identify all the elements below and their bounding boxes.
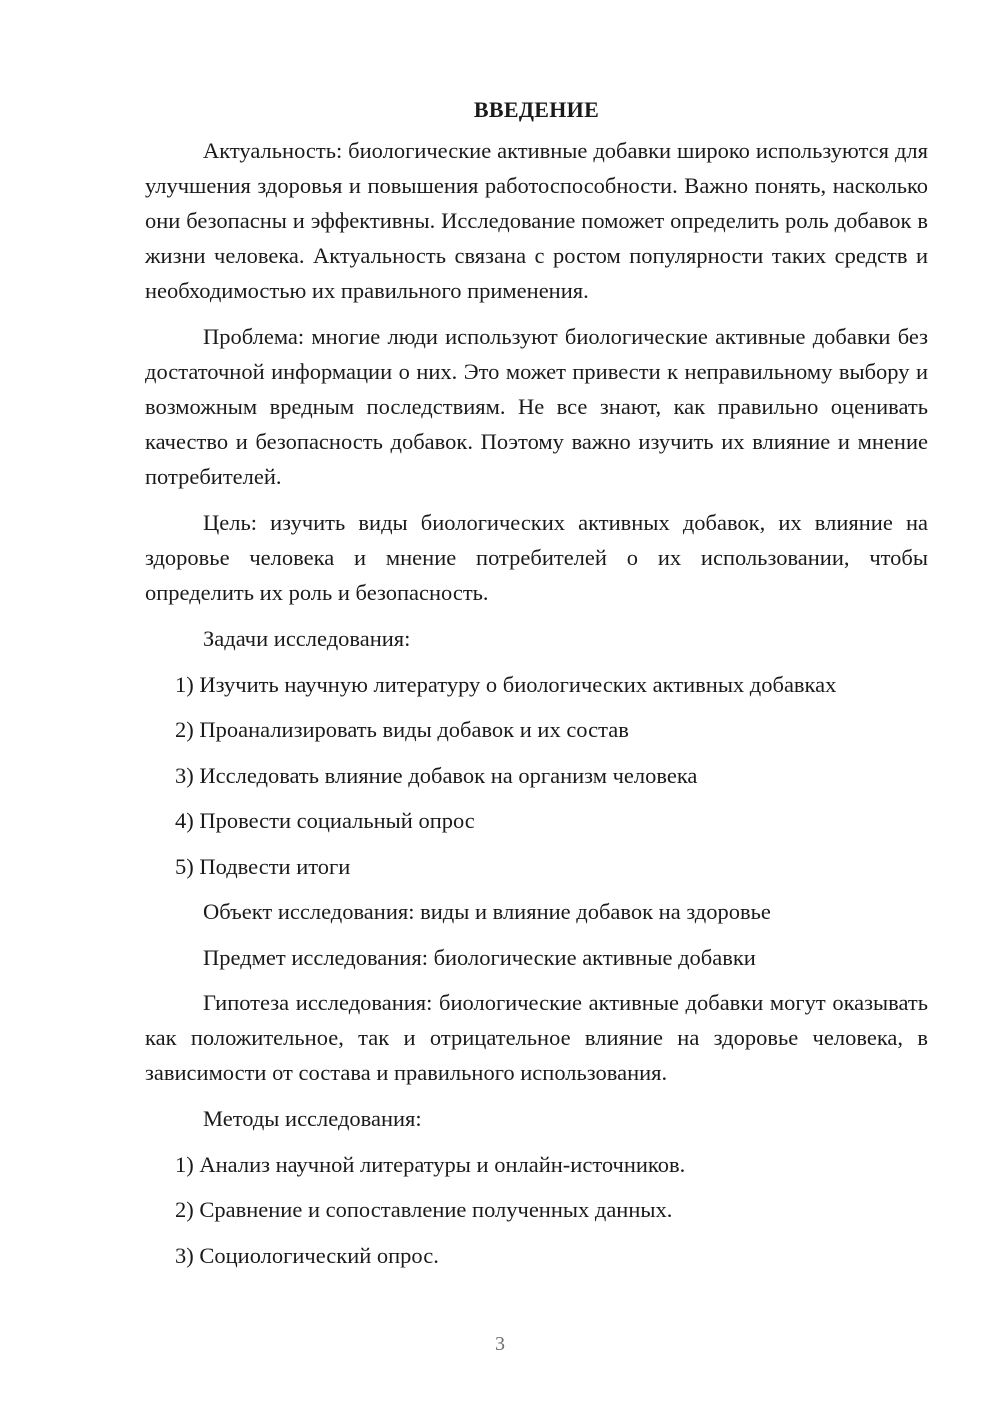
research-subject: Предмет исследования: биологические активные добавки	[203, 944, 756, 970]
task-item: 1) Изучить научную литературу о биологических активных добавках	[175, 671, 837, 697]
task-item: 2) Проанализировать виды добавок и их состав	[175, 717, 629, 742]
task-item: 3) Исследовать влияние добавок на организм человека	[175, 762, 698, 788]
method-item: 1) Анализ научной литературы и онлайн-источников.	[175, 1151, 686, 1177]
task-item: 4) Провести социальный опрос	[175, 808, 475, 833]
goal-paragraph: Цель: изучить виды биологических активных добавок, их влияние на здоровье человека и мнение потребителей о их использовании, чтобы определить их роль и безопасность.	[145, 510, 928, 605]
task-item: 5) Подвести итоги	[175, 853, 351, 879]
document-page	[145, 95, 928, 1283]
tasks-title: Задачи исследования:	[203, 626, 411, 651]
problem-paragraph: Проблема: многие люди используют биологические активные добавки без достаточной информации о них. Это может привести к неправильному выбору и возможным вредным последствиям. Не все знают, как правильно оценивать качество и безопасность добавок. Поэтому важно изучить их влияние и мнение потребителей.	[145, 324, 928, 489]
research-object: Объект исследования: виды и влияние добавок на здоровье	[203, 899, 771, 924]
relevance-paragraph: Актуальность: биологические активные добавки широко используются для улучшения здоровья и повышения работоспособности. Важно понять, насколько они безопасны и эффективны. Исследование поможет определить роль добавок в жизни человека. Актуальность связана с ростом популярности таких средств и необходимостью их правильного применения.	[145, 138, 928, 303]
method-item: 2) Сравнение и сопоставление полученных данных.	[175, 1197, 673, 1222]
methods-title: Методы исследования:	[203, 1106, 422, 1131]
hypothesis-paragraph: Гипотеза исследования: биологические активные добавки могут оказывать как положительное, так и отрицательное влияние на здоровье человека, в зависимости от состава и правильного использования.	[145, 990, 928, 1085]
page-number: 3	[495, 1333, 505, 1355]
section-heading: ВВЕДЕНИЕ	[473, 97, 600, 122]
method-item: 3) Социологический опрос.	[175, 1242, 439, 1268]
